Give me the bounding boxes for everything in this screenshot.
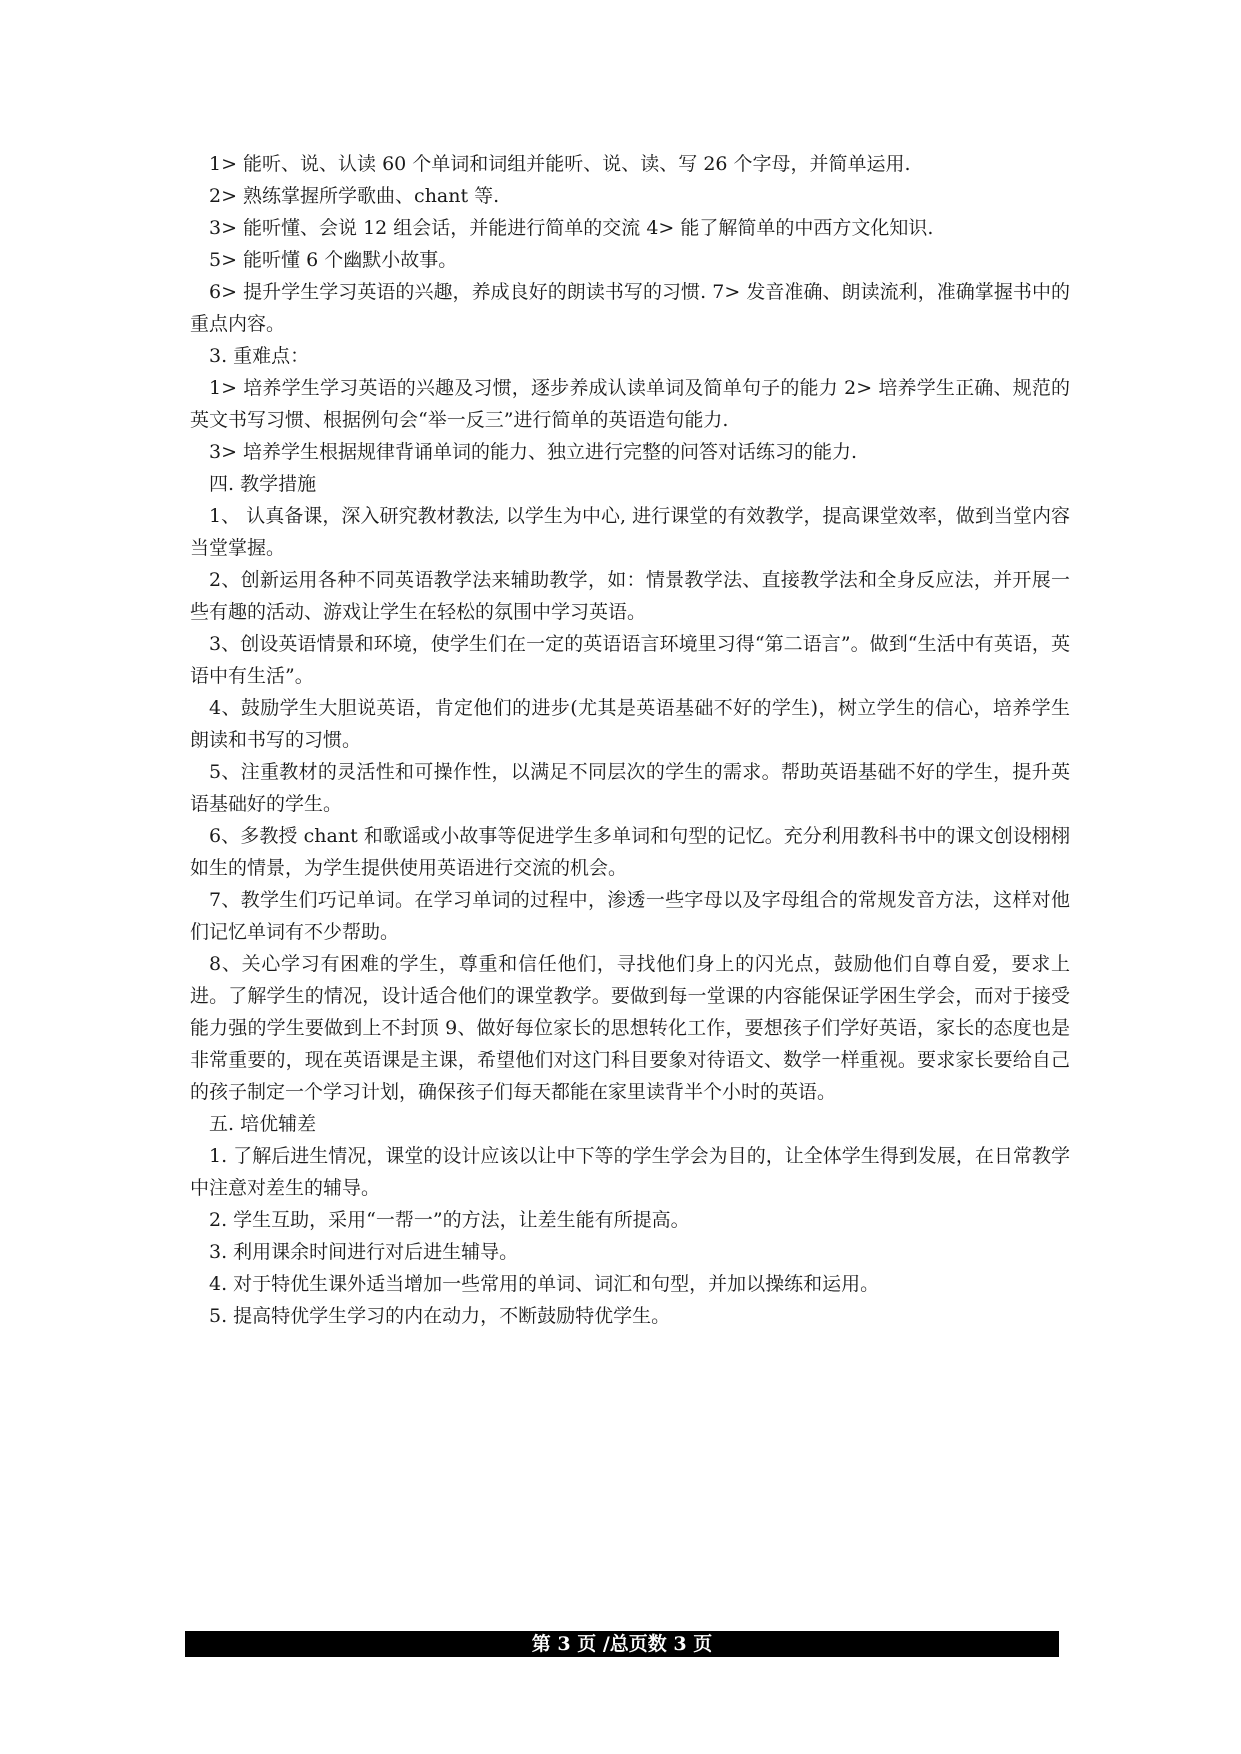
paragraph: 2> 熟练掌握所学歌曲、chant 等. [209, 185, 500, 207]
paragraph: 1> 能听、说、认读 60 个单词和词组并能听、说、读、写 26 个字母，并简单运用. [209, 153, 911, 175]
paragraph: 6、多教授 chant 和歌谣或小故事等促进学生多单词和句型的记忆。充分利用教科书中的课文创设栩栩如生的情景，为学生提供使用英语进行交流的机会。 [190, 825, 1070, 879]
paragraph: 1、 认真备课，深入研究教材教法, 以学生为中心, 进行课堂的有效教学，提高课堂效率，做到当堂内容当堂掌握。 [190, 505, 1070, 559]
paragraph: 4. 对于特优生课外适当增加一些常用的单词、词汇和句型，并加以操练和运用。 [209, 1273, 880, 1295]
section-heading: 四. 教学措施 [209, 473, 317, 495]
paragraph: 2. 学生互助，采用“一帮一”的方法，让差生能有所提高。 [209, 1209, 690, 1231]
section-heading: 五. 培优辅差 [209, 1113, 317, 1135]
paragraph: 3> 培养学生根据规律背诵单词的能力、独立进行完整的问答对话练习的能力. [209, 441, 858, 463]
paragraph: 6> 提升学生学习英语的兴趣，养成良好的朗读书写的习惯. 7> 发音准确、朗读流利，准确掌握书中的重点内容。 [190, 281, 1070, 335]
paragraph: 3. 利用课余时间进行对后进生辅导。 [209, 1241, 519, 1263]
paragraph: 4、鼓励学生大胆说英语，肯定他们的进步(尤其是英语基础不好的学生)，树立学生的信心，培养学生朗读和书写的习惯。 [190, 697, 1070, 751]
document-body [190, 148, 1070, 1332]
page-footer [185, 1631, 1059, 1657]
page-number-label: 第 3 页 /总页数 3 页 [531, 1633, 713, 1655]
paragraph: 5、注重教材的灵活性和可操作性，以满足不同层次的学生的需求。帮助英语基础不好的学生，提升英语基础好的学生。 [190, 761, 1070, 815]
paragraph: 1> 培养学生学习英语的兴趣及习惯，逐步养成认读单词及简单句子的能力 2> 培养学生正确、规范的英文书写习惯、根据例句会“举一反三”进行简单的英语造句能力. [190, 377, 1070, 431]
paragraph: 7、教学生们巧记单词。在学习单词的过程中，渗透一些字母以及字母组合的常规发音方法，这样对他们记忆单词有不少帮助。 [190, 889, 1070, 943]
paragraph: 1. 了解后进生情况，课堂的设计应该以让中下等的学生学会为目的，让全体学生得到发展，在日常教学中注意对差生的辅导。 [190, 1145, 1070, 1199]
paragraph: 3、创设英语情景和环境，使学生们在一定的英语语言环境里习得“第二语言”。做到“生活中有英语，英语中有生活”。 [190, 633, 1070, 687]
paragraph: 5> 能听懂 6 个幽默小故事。 [209, 249, 458, 271]
paragraph: 2、创新运用各种不同英语教学法来辅助教学，如：情景教学法、直接教学法和全身反应法，并开展一些有趣的活动、游戏让学生在轻松的氛围中学习英语。 [190, 569, 1070, 623]
paragraph: 3> 能听懂、会说 12 组会话，并能进行简单的交流 4> 能了解简单的中西方文化知识. [209, 217, 934, 239]
paragraph: 8、关心学习有困难的学生，尊重和信任他们，寻找他们身上的闪光点，鼓励他们自尊自爱，要求上进。了解学生的情况，设计适合他们的课堂教学。要做到每一堂课的内容能保证学困生学会，而对于接受能力强的学生要做到上不封顶 9、做好每位家长的思想转化工作，要想孩子们学好英语，家长的态度也是非常重要的，现在英语课是主课，希望他们对这门科目要象对待语文、数学一样重视。要求家长要给自己的孩子制定一个学习计划，确保孩子们每天都能在家里读背半个小时的英语。 [190, 953, 1070, 1103]
section-heading: 3. 重难点： [209, 345, 310, 367]
paragraph: 5. 提高特优学生学习的内在动力，不断鼓励特优学生。 [209, 1305, 671, 1327]
